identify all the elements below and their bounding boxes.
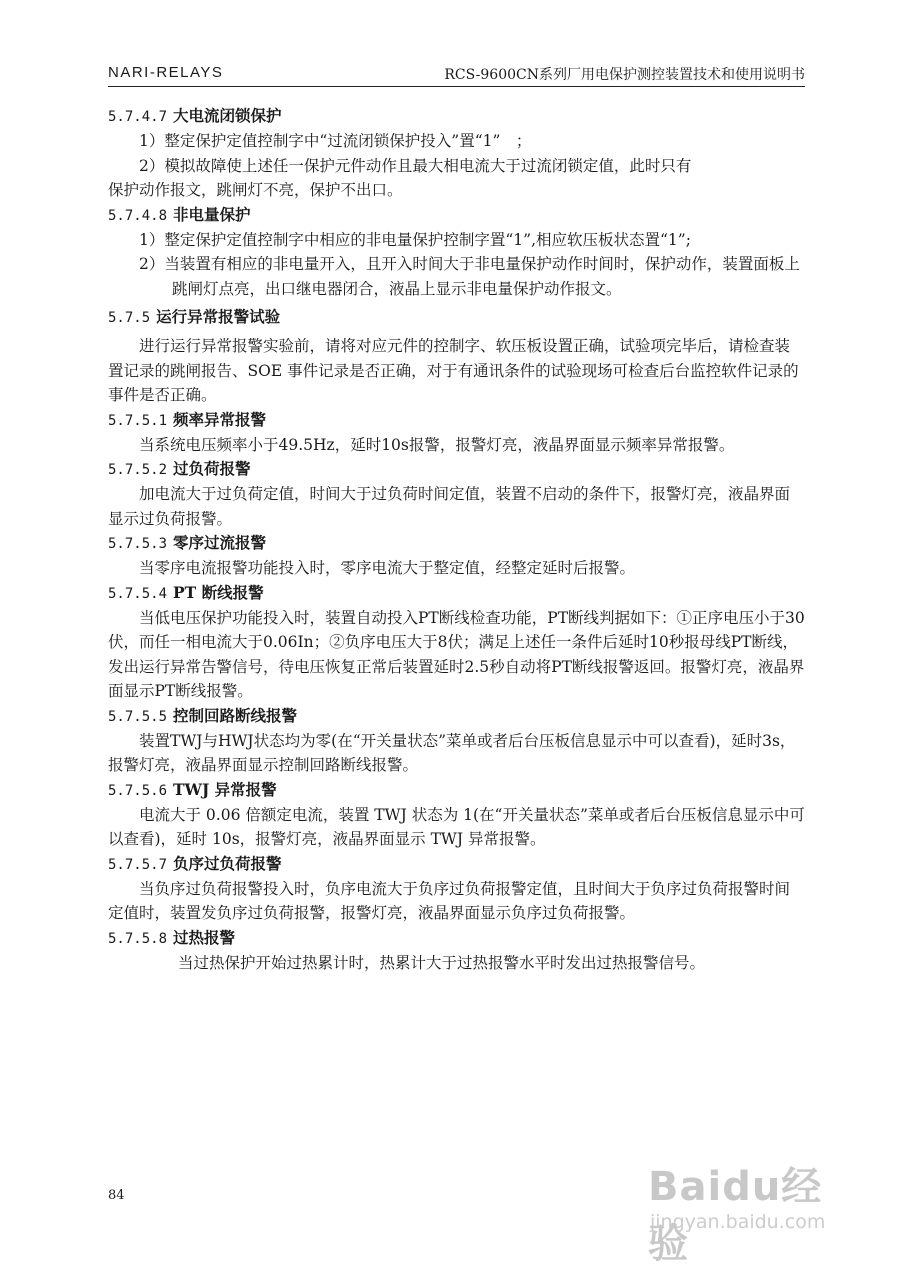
paragraph: 装置TWJ与HWJ状态均为零(在“开关量状态”菜单或者后台压板信息显示中可以查看)，延时3s，报警灯亮，液晶界面显示控制回路断线报警。 [108, 731, 796, 774]
section-heading-575: 5.7.5 运行异常报警试验 [108, 307, 281, 326]
paragraph: 1）整定保护定值控制字中“过流闭锁保护投入”置“1” ； [139, 132, 532, 150]
paragraph: 加电流大于过负荷定值，时间大于过负荷时间定值，装置不启动的条件下，报警灯亮，液晶界面显示过负荷报警。 [108, 485, 791, 528]
paragraph: 当零序电流报警功能投入时，零序电流大于整定值，经整定延时后报警。 [139, 559, 636, 577]
section-heading-5755: 5.7.5.5 控制回路断线报警 [108, 705, 298, 725]
paragraph: 进行运行异常报警实验前，请将对应元件的控制字、软压板设置正确，试验项完毕后，请检查装置记录的跳闸报告、SOE 事件记录是否正确，对于有通讯条件的试验现场可检查后台监控软件记录的事件是否正确。 [108, 337, 799, 404]
paragraph: 1）整定保护定值控制字中相应的非电量保护控制字置“1”,相应软压板状态置“1”; [139, 230, 691, 249]
section-heading-5748: 5.7.4.8 非电量保护 [108, 204, 251, 224]
page-number: 84 [108, 1188, 125, 1203]
paragraph: 电流大于 0.06 倍额定电流，装置 TWJ 状态为 1(在“开关量状态”菜单或者后台压板信息显示中可以查看)，延时 10s，报警灯亮，液晶界面显示 TWJ 异常报警。 [108, 805, 805, 848]
section-heading-5751: 5.7.5.1 频率异常报警 [108, 409, 267, 429]
section-heading-5752: 5.7.5.2 过负荷报警 [108, 459, 251, 478]
watermark-logo: Baidu经验 [648, 1164, 823, 1267]
paragraph: 当过热保护开始过热累计时，热累计大于过热报警水平时发出过热报警信号。 [178, 953, 706, 972]
section-heading-5756: 5.7.5.6 TWJ 异常报警 [108, 779, 277, 799]
paragraph: 保护动作报文，跳闸灯不亮，保护不出口。 [108, 181, 403, 199]
watermark-url: jingyan.baidu.com [650, 1211, 826, 1233]
paragraph: 当低电压保护功能投入时，装置自动投入PT断线检查功能，PT断线判据如下：①正序电压小于30伏，而任一相电流大于0.06In；②负序电压大于8伏；满足上述任一条件后延时10秒报母线PT断线，发出运行异常告警信号，待电压恢复正常后装置延时2.5秒自动将PT断线报警返回。报警灯亮，液晶界面显示PT断线报警。 [108, 608, 805, 700]
header-company: NARI-RELAYS [108, 64, 224, 81]
page-content [108, 104, 805, 975]
section-heading-5758: 5.7.5.8 过热报警 [108, 927, 236, 947]
paragraph: 2）模拟故障使上述任一保护元件动作且最大相电流大于过流闭锁定值，此时只有 [139, 156, 692, 175]
section-heading-5747: 5.7.4.7 大电流闭锁保护 [108, 106, 282, 125]
page-header [108, 64, 805, 87]
section-heading-5753: 5.7.5.3 零序过流报警 [108, 533, 267, 552]
paragraph: 当系统电压频率小于49.5Hz，延时10s报警，报警灯亮，液晶界面显示频率异常报警。 [139, 435, 735, 454]
paragraph: 2）当装置有相应的非电量开入，且开入时间大于非电量保护动作时间时，保护动作，装置面板上跳闸灯点亮，出口继电器闭合，液晶上显示非电量保护动作报文。 [139, 255, 800, 298]
header-manual-title: RCS-9600CN系列厂用电保护测控装置技术和使用说明书 [444, 67, 805, 83]
baidu-watermark [648, 1155, 858, 1267]
paragraph: 当负序过负荷报警投入时，负序电流大于负序过负荷报警定值，且时间大于负序过负荷报警时间定值时，装置发负序过负荷报警，报警灯亮，液晶界面显示负序过负荷报警。 [108, 879, 791, 922]
section-heading-5754: 5.7.5.4 PT 断线报警 [108, 582, 264, 602]
section-heading-5757: 5.7.5.7 负序过负荷报警 [108, 853, 282, 873]
